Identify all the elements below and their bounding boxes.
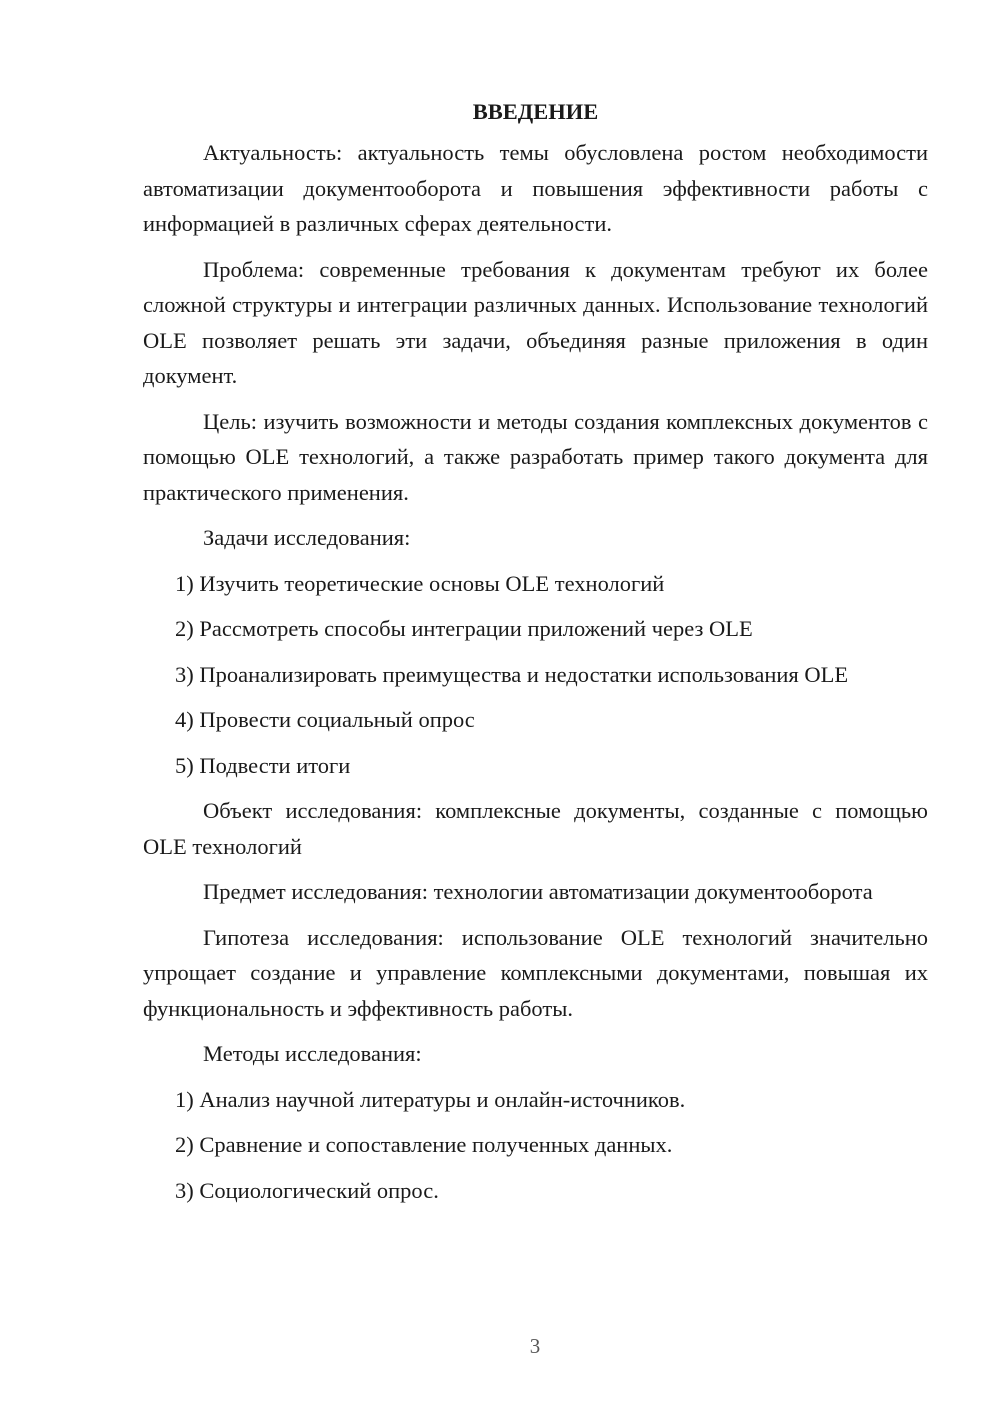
tasks-heading: Задачи исследования: <box>203 525 411 550</box>
list-item: 3) Проанализировать преимущества и недостатки использования OLE <box>175 661 849 687</box>
tasks-list <box>143 566 928 784</box>
list-item: 3) Социологический опрос. <box>175 1177 439 1203</box>
list-item: 4) Провести социальный опрос <box>175 707 475 732</box>
list-item: 5) Подвести итоги <box>175 752 351 778</box>
list-item: 1) Анализ научной литературы и онлайн-источников. <box>175 1086 686 1112</box>
relevance-paragraph: Актуальность: актуальность темы обусловлена ростом необходимости автоматизации документооборота и повышения эффективности работы с информацией в различных сферах деятельности. <box>143 140 928 236</box>
section-title: ВВЕДЕНИЕ <box>472 99 599 124</box>
object-paragraph: Объект исследования: комплексные документы, созданные с помощью OLE технологий <box>143 798 928 859</box>
page-number: 3 <box>529 1334 541 1358</box>
subject-paragraph: Предмет исследования: технологии автоматизации документооборота <box>203 879 873 904</box>
list-item: 1) Изучить теоретические основы OLE технологий <box>175 570 665 596</box>
page-content <box>143 94 928 1218</box>
methods-heading: Методы исследования: <box>203 1041 422 1066</box>
methods-list <box>143 1082 928 1209</box>
hypothesis-paragraph: Гипотеза исследования: использование OLE технологий значительно упрощает создание и управление комплексными документами, повышая их функциональность и эффективность работы. <box>143 924 928 1021</box>
list-item: 2) Рассмотреть способы интеграции приложений через OLE <box>175 616 753 641</box>
list-item: 2) Сравнение и сопоставление полученных данных. <box>175 1132 673 1157</box>
goal-paragraph: Цель: изучить возможности и методы создания комплексных документов с помощью OLE технологий, а также разработать пример такого документа для практического применения. <box>143 408 928 505</box>
problem-paragraph: Проблема: современные требования к документам требуют их более сложной структуры и интеграции различных данных. Использование технологий OLE позволяет решать эти задачи, объединяя разные приложения в один документ. <box>143 256 928 388</box>
